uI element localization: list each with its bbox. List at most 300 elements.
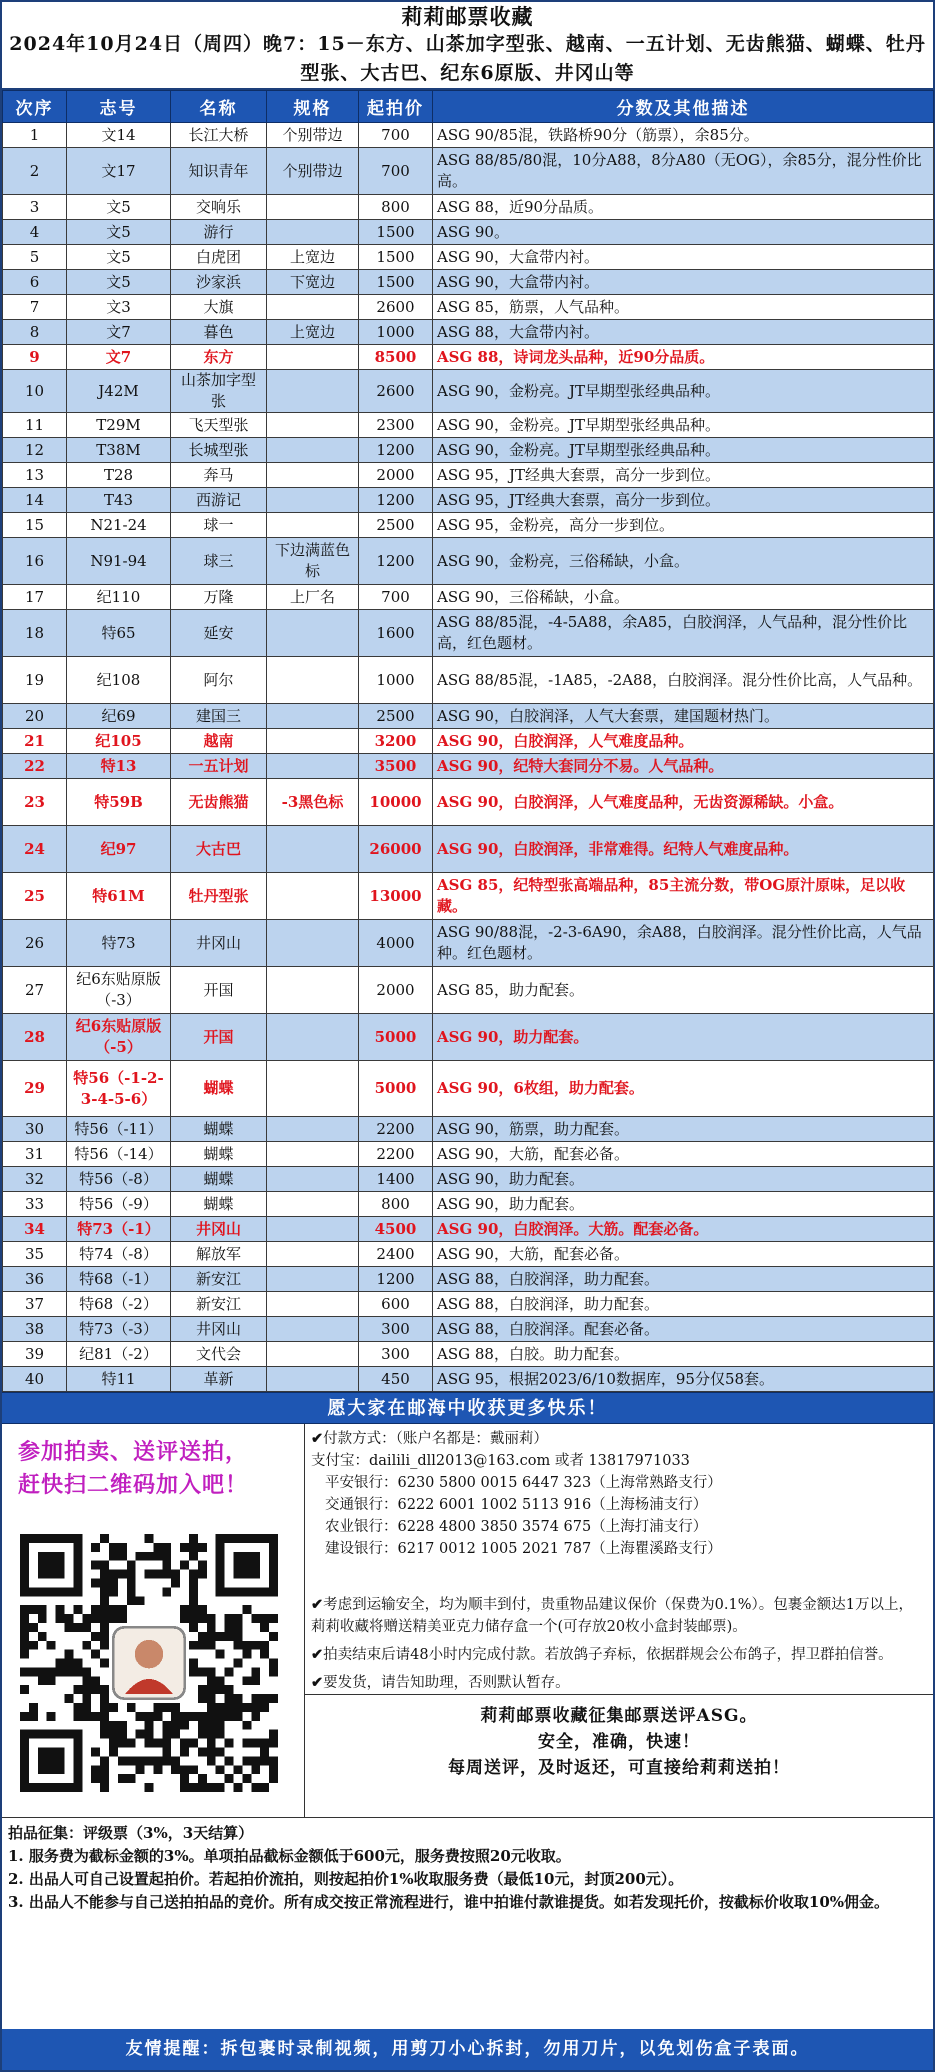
row-desc: ASG 90，三俗稀缺，小盒。 [433,585,934,610]
row-price: 2600 [359,370,433,413]
row-price: 1500 [359,270,433,295]
row-name: 蝴蝶 [171,1192,267,1217]
table-row [3,123,934,148]
row-price: 2400 [359,1242,433,1267]
check-icon: ✔ [311,1596,324,1613]
row-spec [267,754,359,779]
table-row [3,826,934,873]
row-spec: 上宽边 [267,245,359,270]
row-code: 特56（-9） [67,1192,171,1217]
row-name: 知识青年 [171,148,267,195]
row-desc: ASG 90，白胶润泽，人气难度品种，无齿资源稀缺。小盒。 [433,779,934,826]
auction-subtitle: 2024年10月24日（周四）晚7：15－东方、山茶加字型张、越南、一五计划、无齿熊猫、蝴蝶、牡丹型张、大古巴、纪东6原版、井冈山等 [9,33,926,84]
row-name: 解放军 [171,1242,267,1267]
row-code: 纪108 [67,657,171,704]
row-code: 特56（-1-2-3-4-5-6） [67,1061,171,1117]
table-row [3,245,934,270]
row-spec [267,826,359,873]
row-name: 游行 [171,220,267,245]
payment-title: 付款方式：（账户名都是：戴丽莉） [323,1431,548,1447]
row-name: 白虎团 [171,245,267,270]
check-icon: ✔ [311,1674,324,1691]
row-code: 文3 [67,295,171,320]
table-header-row [3,91,934,123]
row-order: 40 [3,1367,67,1392]
row-order: 5 [3,245,67,270]
table-row [3,463,934,488]
row-spec [267,1117,359,1142]
row-order: 14 [3,488,67,513]
bless-banner: 愿大家在邮海中收获更多快乐！ [2,1392,933,1424]
row-name: 奔马 [171,463,267,488]
row-name: 万隆 [171,585,267,610]
row-name: 牡丹型张 [171,873,267,920]
row-name: 开国 [171,1014,267,1061]
row-spec [267,195,359,220]
page-title: 莉莉邮票收藏 [401,4,534,29]
row-name: 长江大桥 [171,123,267,148]
row-code: T28 [67,463,171,488]
row-desc: ASG 88/85混，-4-5A88，余A85，白胶润泽，人气品种，混分性价比高，红色题材。 [433,610,934,657]
row-price: 700 [359,585,433,610]
row-order: 25 [3,873,67,920]
bank-line: 农业银行：6228 4800 3850 3574 675（上海打浦支行） [325,1519,708,1535]
row-order: 16 [3,538,67,585]
row-name: 越南 [171,729,267,754]
row-code: 纪110 [67,585,171,610]
bank-line: 平安银行：6230 5800 0015 6447 323（上海常熟路支行） [325,1475,722,1491]
row-spec [267,1142,359,1167]
row-name: 井冈山 [171,920,267,967]
row-code: N91-94 [67,538,171,585]
row-spec [267,704,359,729]
row-order: 7 [3,295,67,320]
row-order: 9 [3,345,67,370]
row-desc: ASG 88，白胶。助力配套。 [433,1342,934,1367]
row-desc: ASG 95，金粉亮，高分一步到位。 [433,513,934,538]
table-row [3,488,934,513]
row-name: 蝴蝶 [171,1061,267,1117]
bank-line: 建设银行：6217 0012 1005 2021 787（上海瞿溪路支行） [325,1541,722,1557]
row-price: 1500 [359,245,433,270]
row-code: 文5 [67,245,171,270]
row-code: 特65 [67,610,171,657]
row-desc: ASG 90，金粉亮。JT早期型张经典品种。 [433,413,934,438]
row-order: 23 [3,779,67,826]
row-order: 12 [3,438,67,463]
row-spec [267,438,359,463]
row-order: 28 [3,1014,67,1061]
row-spec [267,488,359,513]
table-row [3,967,934,1014]
row-order: 4 [3,220,67,245]
row-spec [267,513,359,538]
row-order: 29 [3,1061,67,1117]
row-desc: ASG 90，白胶润泽，人气大套票，建国题材热门。 [433,704,934,729]
row-name: 蝴蝶 [171,1142,267,1167]
row-name: 山茶加字型张 [171,370,267,413]
row-order: 38 [3,1317,67,1342]
row-price: 26000 [359,826,433,873]
row-code: 特68（-2） [67,1292,171,1317]
table-row [3,1292,934,1317]
row-desc: ASG 88/85/80混，10分A88，8分A80（无OG），余85分，混分性价比高。 [433,148,934,195]
row-code: 特73（-1） [67,1217,171,1242]
table-row [3,413,934,438]
row-order: 35 [3,1242,67,1267]
row-spec: 下边满蓝色标 [267,538,359,585]
row-order: 36 [3,1267,67,1292]
table-row [3,1014,934,1061]
col-header-name: 名称 [171,91,267,123]
row-code: 特56（-8） [67,1167,171,1192]
table-row [3,513,934,538]
row-code: 文14 [67,123,171,148]
row-price: 1500 [359,220,433,245]
row-order: 32 [3,1167,67,1192]
row-name: 飞天型张 [171,413,267,438]
row-order: 6 [3,270,67,295]
table-row [3,295,934,320]
table-row [3,1367,934,1392]
row-order: 1 [3,123,67,148]
row-price: 700 [359,123,433,148]
table-row [3,585,934,610]
table-row [3,438,934,463]
row-code: 特56（-11） [67,1117,171,1142]
row-order: 30 [3,1117,67,1142]
row-spec [267,345,359,370]
row-desc: ASG 90。 [433,220,934,245]
row-price: 2500 [359,704,433,729]
row-desc: ASG 90，大筋，配套必备。 [433,1242,934,1267]
table-row [3,1342,934,1367]
row-order: 3 [3,195,67,220]
col-header-order: 次序 [3,91,67,123]
row-desc: ASG 95，根据2023/6/10数据库，95分仅58套。 [433,1367,934,1392]
alipay-value: dailili_dll2013@163.com 或者 13817971033 [369,1453,690,1469]
bank-line: 交通银行：6222 6001 1002 5113 916（上海杨浦支行） [325,1497,708,1513]
row-order: 18 [3,610,67,657]
row-desc: ASG 95，JT经典大套票，高分一步到位。 [433,463,934,488]
row-price: 2600 [359,295,433,320]
row-desc: ASG 85，筋票，人气品种。 [433,295,934,320]
row-price: 450 [359,1367,433,1392]
row-spec: 个别带边 [267,148,359,195]
auction-table [2,90,934,1392]
row-spec [267,1342,359,1367]
table-row [3,1267,934,1292]
row-code: 文5 [67,195,171,220]
row-desc: ASG 90，金粉亮，三俗稀缺，小盒。 [433,538,934,585]
row-order: 34 [3,1217,67,1242]
row-price: 1000 [359,657,433,704]
row-order: 2 [3,148,67,195]
row-order: 27 [3,967,67,1014]
row-code: 文5 [67,220,171,245]
row-price: 300 [359,1342,433,1367]
row-name: 一五计划 [171,754,267,779]
row-code: T38M [67,438,171,463]
row-desc: ASG 88，白胶润泽，助力配套。 [433,1292,934,1317]
row-code: 纪6东贴原版（-3） [67,967,171,1014]
check-icon: ✔ [311,1646,324,1663]
row-spec [267,220,359,245]
row-desc: ASG 90，白胶润泽。大筋。配套必备。 [433,1217,934,1242]
row-desc: ASG 88，大盒带内衬。 [433,320,934,345]
row-name: 开国 [171,967,267,1014]
row-price: 2000 [359,463,433,488]
row-order: 13 [3,463,67,488]
row-spec [267,463,359,488]
row-price: 2200 [359,1117,433,1142]
row-desc: ASG 88，白胶润泽，助力配套。 [433,1267,934,1292]
row-spec [267,413,359,438]
row-spec [267,1367,359,1392]
row-price: 1200 [359,488,433,513]
row-price: 13000 [359,873,433,920]
row-price: 10000 [359,779,433,826]
row-spec [267,967,359,1014]
row-desc: ASG 90，助力配套。 [433,1014,934,1061]
row-code: 纪81（-2） [67,1342,171,1367]
row-order: 22 [3,754,67,779]
row-spec: 上厂名 [267,585,359,610]
row-order: 39 [3,1342,67,1367]
row-spec [267,1267,359,1292]
row-order: 37 [3,1292,67,1317]
row-code: 文5 [67,270,171,295]
row-spec [267,295,359,320]
row-code: T29M [67,413,171,438]
row-spec [267,1014,359,1061]
row-name: 暮色 [171,320,267,345]
row-name: 革新 [171,1367,267,1392]
row-name: 大旗 [171,295,267,320]
row-order: 21 [3,729,67,754]
table-row [3,610,934,657]
row-spec [267,1317,359,1342]
table-row [3,920,934,967]
row-price: 5000 [359,1014,433,1061]
info-section [2,1424,933,1818]
title-block [2,2,933,90]
row-spec [267,1217,359,1242]
row-desc: ASG 90，金粉亮。JT早期型张经典品种。 [433,438,934,463]
row-price: 800 [359,195,433,220]
row-price: 3500 [359,754,433,779]
row-desc: ASG 90，金粉亮。JT早期型张经典品种。 [433,370,934,413]
row-price: 2300 [359,413,433,438]
col-header-code: 志号 [67,91,171,123]
row-spec [267,657,359,704]
row-name: 无齿熊猫 [171,779,267,826]
qr-code-icon[interactable] [20,1534,278,1792]
row-price: 1200 [359,438,433,463]
col-header-desc: 分数及其他描述 [433,91,934,123]
row-name: 文代会 [171,1342,267,1367]
row-spec [267,1242,359,1267]
row-spec [267,729,359,754]
row-order: 26 [3,920,67,967]
row-spec [267,610,359,657]
row-desc: ASG 90，筋票，助力配套。 [433,1117,934,1142]
row-order: 19 [3,657,67,704]
row-spec [267,1167,359,1192]
rule-item: 3. 出品人不能参与自己送拍拍品的竞价。所有成交按正常流程进行，谁中拍谁付款谁提货。如若发现托价，按截标价收取10%佣金。 [8,1893,890,1911]
row-price: 2000 [359,967,433,1014]
row-spec [267,920,359,967]
row-desc: ASG 85，助力配套。 [433,967,934,1014]
row-price: 1600 [359,610,433,657]
row-spec [267,1192,359,1217]
row-code: 文7 [67,345,171,370]
row-price: 3200 [359,729,433,754]
row-name: 东方 [171,345,267,370]
row-order: 33 [3,1192,67,1217]
row-spec: 上宽边 [267,320,359,345]
row-price: 5000 [359,1061,433,1117]
row-desc: ASG 90，白胶润泽，非常难得。纪特人气难度品种。 [433,826,934,873]
footer-reminder: 友情提醒：拆包裹时录制视频，用剪刀小心拆封，勿用刀片，以免划伤盒子表面。 [2,2029,933,2070]
row-price: 800 [359,1192,433,1217]
row-name: 阿尔 [171,657,267,704]
row-desc: ASG 90，6枚组，助力配套。 [433,1061,934,1117]
row-code: 特56（-14） [67,1142,171,1167]
row-spec: -3黑色标 [267,779,359,826]
row-code: N21-24 [67,513,171,538]
row-desc: ASG 85，纪特型张高端品种，85主流分数，带OG原汁原味，足以收藏。 [433,873,934,920]
row-desc: ASG 90/85混，铁路桥90分（筋票），余85分。 [433,123,934,148]
row-desc: ASG 90，大盒带内衬。 [433,270,934,295]
rules-title: 拍品征集：评级票（3%，3天结算） [8,1824,254,1842]
row-price: 8500 [359,345,433,370]
row-price: 2200 [359,1142,433,1167]
table-row [3,320,934,345]
row-price: 4500 [359,1217,433,1242]
row-name: 蝴蝶 [171,1117,267,1142]
shipping-note: 考虑到运输安全，均为顺丰到付，贵重物品建议保价（保费为0.1%）。包裹金额达1万以上，莉莉收藏将赠送精美亚克力储存盒一个(可存放20枚小盒封装邮票)。 [311,1597,913,1635]
row-code: 纪6东贴原版（-5） [67,1014,171,1061]
row-spec: 个别带边 [267,123,359,148]
row-price: 1200 [359,1267,433,1292]
row-name: 建国三 [171,704,267,729]
row-code: 特74（-8） [67,1242,171,1267]
table-row [3,1167,934,1192]
table-row [3,779,934,826]
table-row [3,148,934,195]
table-row [3,1242,934,1267]
table-row [3,538,934,585]
row-desc: ASG 90，大盒带内衬。 [433,245,934,270]
row-order: 10 [3,370,67,413]
promo-block [305,1694,933,1817]
table-row [3,1217,934,1242]
row-name: 球一 [171,513,267,538]
check-icon: ✔ [311,1430,324,1447]
promo-line-3: 每周送评，及时返还，可直接给莉莉送拍！ [448,1758,790,1778]
row-code: 特73（-3） [67,1317,171,1342]
table-row [3,754,934,779]
row-code: 纪69 [67,704,171,729]
row-name: 井冈山 [171,1317,267,1342]
col-header-spec: 规格 [267,91,359,123]
row-price: 600 [359,1292,433,1317]
row-name: 西游记 [171,488,267,513]
row-price: 700 [359,148,433,195]
promo-line-2: 安全，准确，快速！ [538,1732,700,1752]
row-order: 8 [3,320,67,345]
table-row [3,873,934,920]
row-name: 蝴蝶 [171,1167,267,1192]
col-header-price: 起拍价 [359,91,433,123]
row-code: 纪97 [67,826,171,873]
row-spec: 下宽边 [267,270,359,295]
row-desc: ASG 88，近90分品质。 [433,195,934,220]
row-spec [267,1061,359,1117]
row-desc: ASG 90，大筋，配套必备。 [433,1142,934,1167]
row-desc: ASG 90/88混，-2-3-6A90，余A88，白胶润泽。混分性价比高，人气品种。红色题材。 [433,920,934,967]
payment-panel [305,1424,933,1817]
row-code: 文17 [67,148,171,195]
row-code: 特68（-1） [67,1267,171,1292]
table-row [3,704,934,729]
table-body [3,123,934,1392]
row-code: 特11 [67,1367,171,1392]
table-row [3,370,934,413]
alipay-label: 支付宝： [311,1453,369,1469]
row-desc: ASG 95，JT经典大套票，高分一步到位。 [433,488,934,513]
row-name: 新安江 [171,1292,267,1317]
row-spec [267,873,359,920]
row-name: 交响乐 [171,195,267,220]
row-code: T43 [67,488,171,513]
row-price: 4000 [359,920,433,967]
row-desc: ASG 90，纪特大套同分不易。人气品种。 [433,754,934,779]
row-spec [267,1292,359,1317]
table-row [3,220,934,245]
delivery-note: 要发货，请告知助理，否则默认暂存。 [323,1675,570,1691]
row-name: 延安 [171,610,267,657]
join-line-1: 参加拍卖、送评送拍， [18,1439,249,1465]
row-name: 长城型张 [171,438,267,463]
table-row [3,1117,934,1142]
row-price: 2500 [359,513,433,538]
table-row [3,1061,934,1117]
row-desc: ASG 88，白胶润泽。配套必备。 [433,1317,934,1342]
table-row [3,195,934,220]
table-row [3,1142,934,1167]
row-desc: ASG 88，诗词龙头品种，近90分品质。 [433,345,934,370]
row-code: 特61M [67,873,171,920]
row-order: 11 [3,413,67,438]
row-name: 大古巴 [171,826,267,873]
row-price: 1400 [359,1167,433,1192]
row-desc: ASG 90，白胶润泽，人气难度品种。 [433,729,934,754]
row-name: 球三 [171,538,267,585]
promo-line-1: 莉莉邮票收藏征集邮票送评ASG。 [480,1706,758,1726]
row-name: 沙家浜 [171,270,267,295]
rule-item: 2. 出品人可自己设置起拍价。若起拍价流拍，则按起拍价1%收取服务费（最低10元，封顶200元）。 [8,1870,684,1888]
rule-item: 1. 服务费为截标金额的3%。单项拍品截标金额低于600元，服务费按照20元收取。 [8,1847,571,1865]
row-price: 300 [359,1317,433,1342]
row-desc: ASG 88/85混，-1A85，-2A88，白胶润泽。混分性价比高，人气品种。 [433,657,934,704]
row-order: 15 [3,513,67,538]
payment-info [305,1424,933,1694]
row-code: 纪105 [67,729,171,754]
table-row [3,270,934,295]
join-line-2: 赶快扫二维码加入吧！ [18,1472,249,1498]
